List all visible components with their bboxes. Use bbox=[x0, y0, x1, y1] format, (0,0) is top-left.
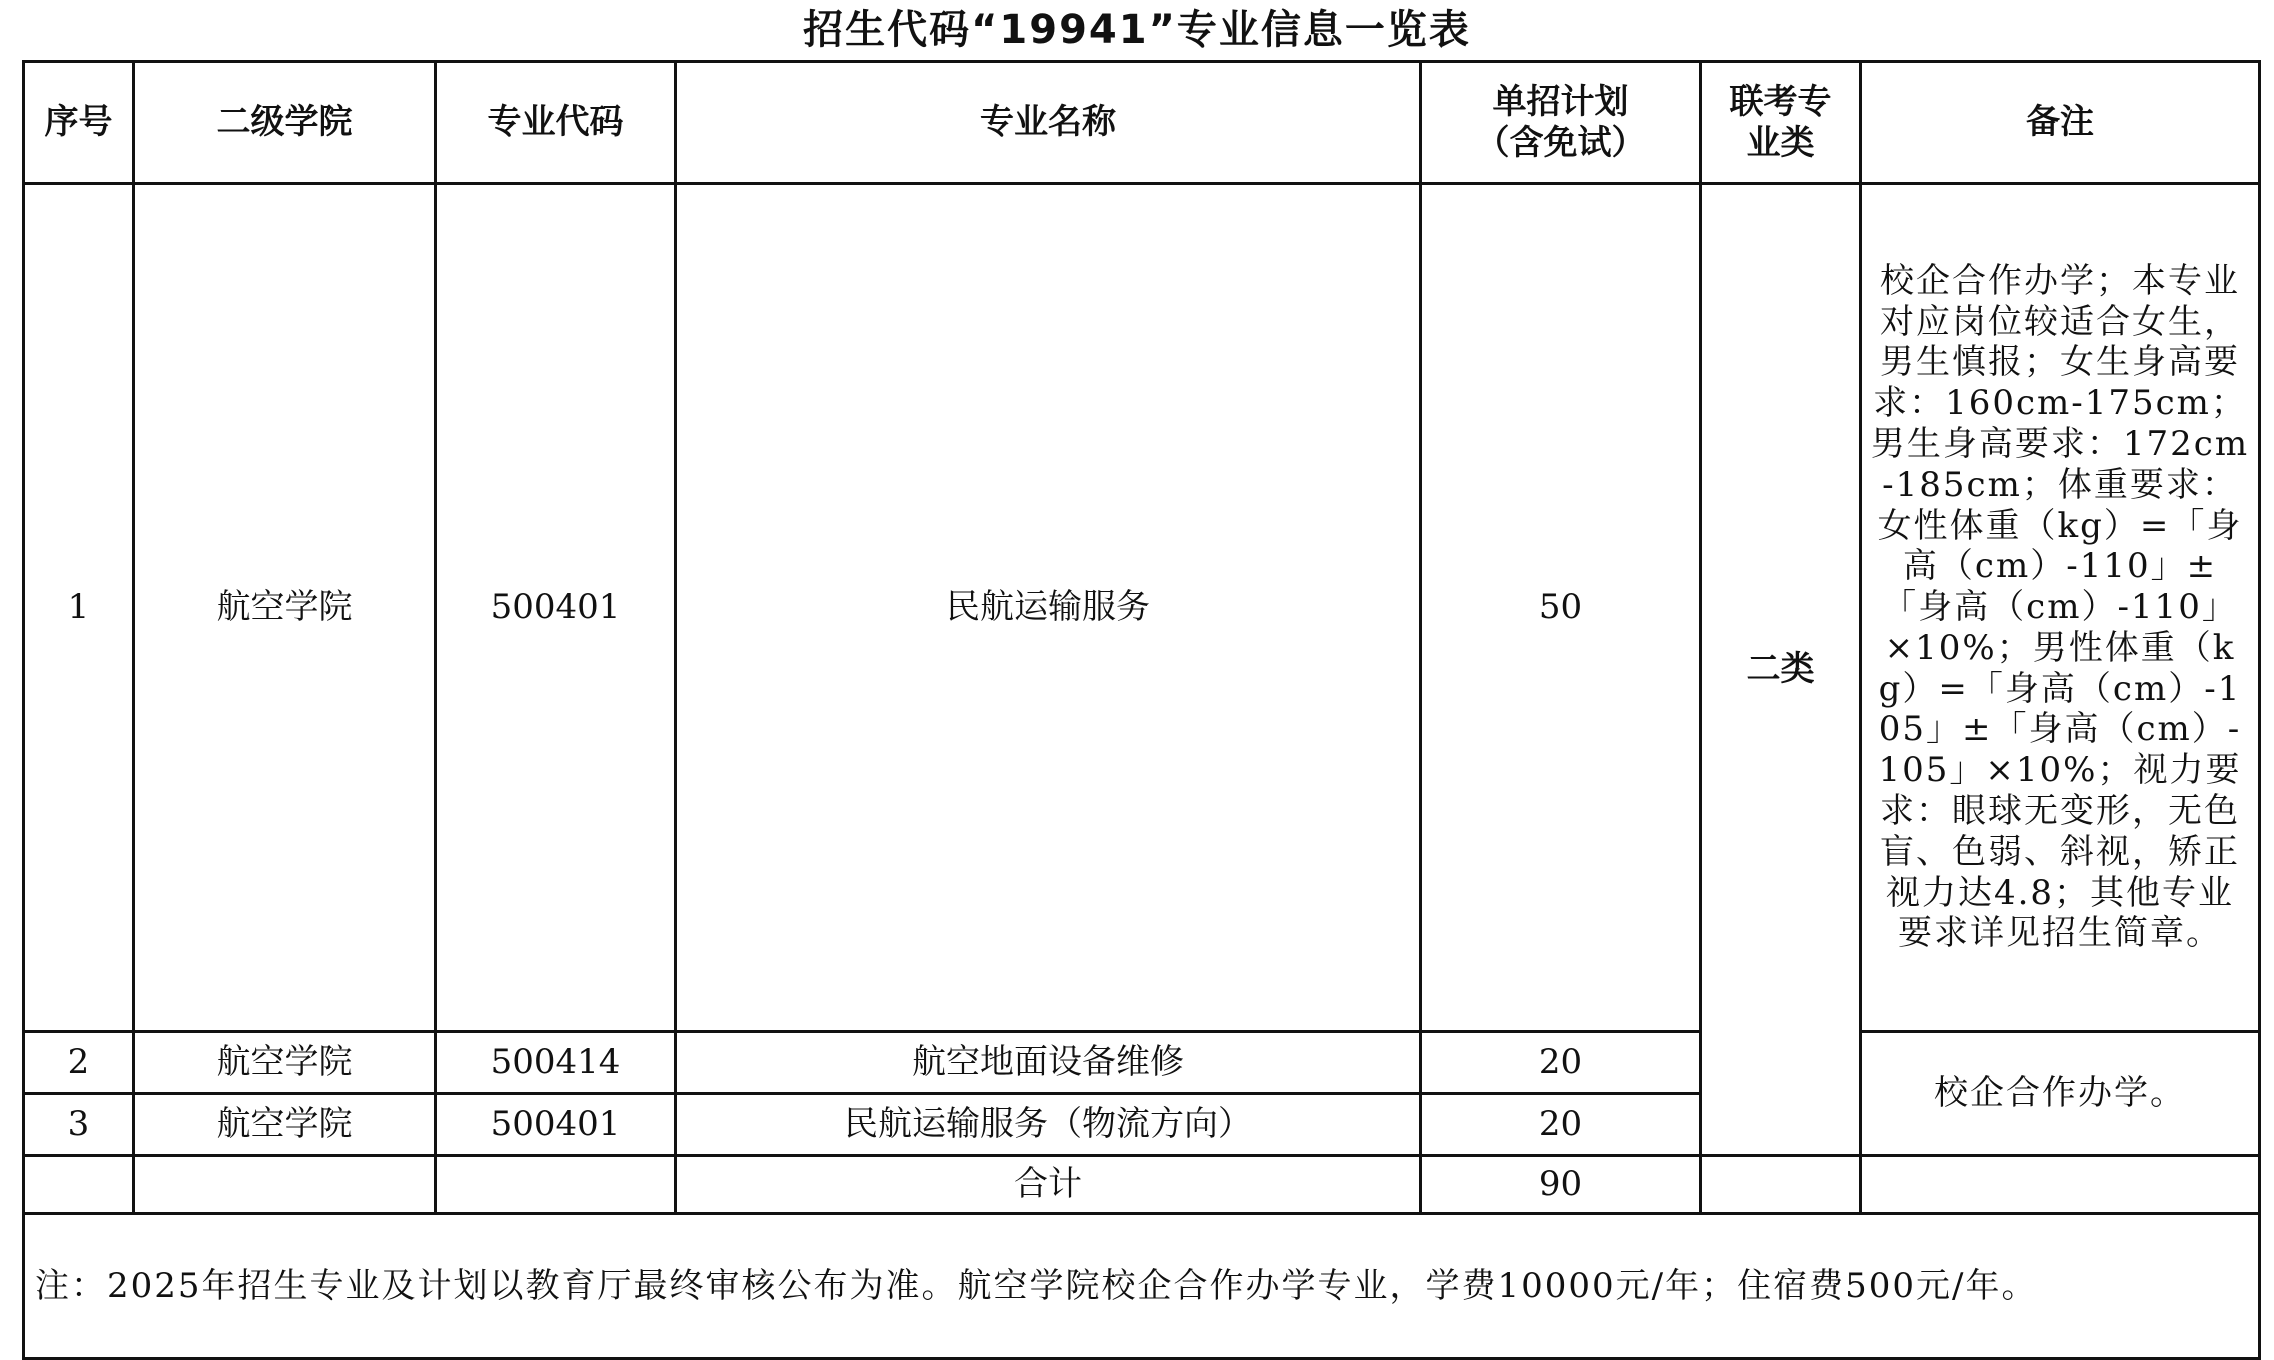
total-empty-college bbox=[134, 1156, 436, 1214]
row-seq: 3 bbox=[24, 1094, 134, 1156]
row-major-code: 500414 bbox=[436, 1032, 676, 1094]
total-empty-category bbox=[1701, 1156, 1861, 1214]
major-info-table bbox=[22, 60, 2261, 1360]
note-row bbox=[24, 1214, 2260, 1359]
header-category-line2: 业类 bbox=[1746, 122, 1815, 163]
footnote: 注：2025年招生专业及计划以教育厅最终审核公布为准。航空学院校企合作办学专业，学费10000元/年；住宿费500元/年。 bbox=[24, 1214, 2260, 1359]
row-plan: 50 bbox=[1421, 184, 1701, 1032]
header-major-code: 专业代码 bbox=[436, 62, 676, 184]
row-major-name: 航空地面设备维修 bbox=[676, 1032, 1421, 1094]
header-seq: 序号 bbox=[24, 62, 134, 184]
header-major-name: 专业名称 bbox=[676, 62, 1421, 184]
total-row bbox=[24, 1156, 2260, 1214]
header-plan bbox=[1421, 62, 1701, 184]
row-major-name: 民航运输服务（物流方向） bbox=[676, 1094, 1421, 1156]
table-row bbox=[24, 184, 2260, 1032]
header-plan-line2: （含免试） bbox=[1475, 122, 1646, 163]
row-seq: 1 bbox=[24, 184, 134, 1032]
header-category-line1: 联考专 bbox=[1729, 81, 1832, 122]
total-value: 90 bbox=[1421, 1156, 1701, 1214]
row-college: 航空学院 bbox=[134, 1094, 436, 1156]
category-cell: 二类 bbox=[1701, 184, 1861, 1156]
total-empty-remarks bbox=[1861, 1156, 2260, 1214]
row-college: 航空学院 bbox=[134, 1032, 436, 1094]
total-empty-seq bbox=[24, 1156, 134, 1214]
table-row bbox=[24, 1032, 2260, 1094]
remark-cell-rows23: 校企合作办学。 bbox=[1861, 1032, 2260, 1156]
total-empty-code bbox=[436, 1156, 676, 1214]
row-plan: 20 bbox=[1421, 1032, 1701, 1094]
remark-cell-row1: 校企合作办学；本专业对应岗位较适合女生，男生慎报；女生身高要求：160cm-175cm；男生身高要求：172cm-185cm；体重要求：女性体重（kg）=「身高（cm）-110」±「身高（cm）-110」×10%；男性体重（kg）=「身高（cm）-105」±「身高（cm）-105」×10%；视力要求：眼球无变形，无色盲、色弱、斜视，矫正视力达4.8；其他专业要求详见招生简章。 bbox=[1861, 184, 2260, 1032]
row-seq: 2 bbox=[24, 1032, 134, 1094]
header-row bbox=[24, 62, 2260, 184]
total-label: 合计 bbox=[676, 1156, 1421, 1214]
row-major-code: 500401 bbox=[436, 184, 676, 1032]
row-plan: 20 bbox=[1421, 1094, 1701, 1156]
page-title: 招生代码“19941”专业信息一览表 bbox=[803, 7, 1471, 53]
row-major-code: 500401 bbox=[436, 1094, 676, 1156]
header-plan-line1: 单招计划 bbox=[1492, 81, 1629, 122]
row-college: 航空学院 bbox=[134, 184, 436, 1032]
row-major-name: 民航运输服务 bbox=[676, 184, 1421, 1032]
header-remarks: 备注 bbox=[1861, 62, 2260, 184]
header-college: 二级学院 bbox=[134, 62, 436, 184]
header-category bbox=[1701, 62, 1861, 184]
